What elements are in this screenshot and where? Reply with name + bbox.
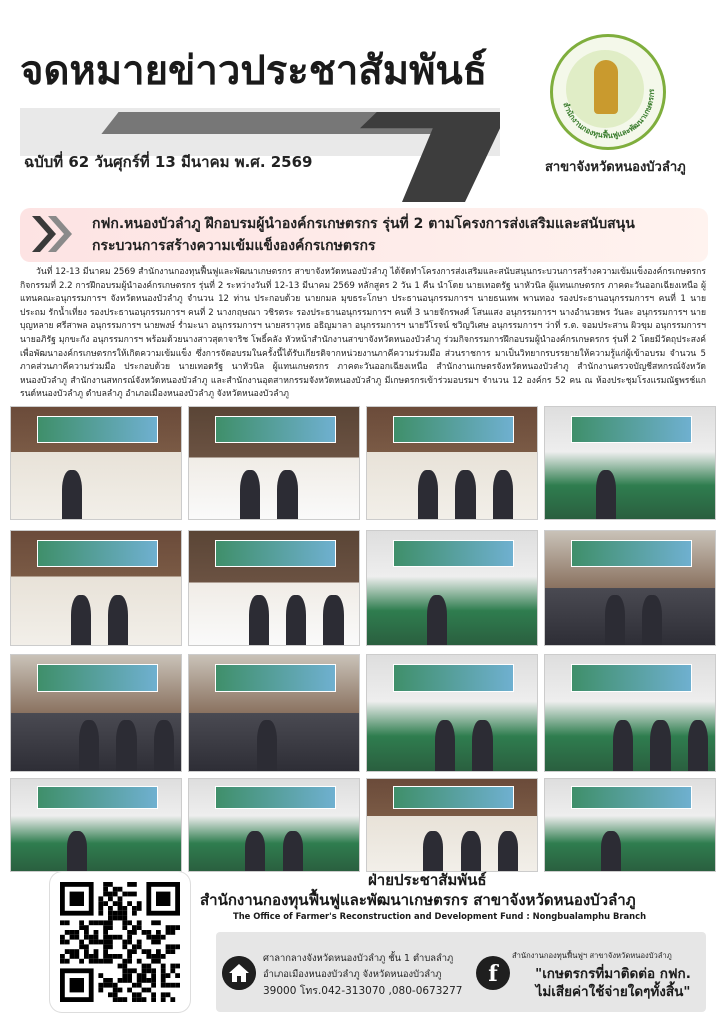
photo-banner [393, 416, 514, 443]
event-photo [188, 654, 360, 772]
event-photo [366, 406, 538, 520]
event-photo [10, 654, 182, 772]
facebook-page-name[interactable]: สำนักงานกองทุนฟื้นฟูฯ สาขาจังหวัดหนองบัวลำภู [512, 951, 672, 960]
photo-person [71, 595, 91, 645]
photo-banner [37, 416, 158, 443]
photo-banner [215, 664, 336, 692]
photo-person [427, 595, 447, 645]
photo-banner [393, 786, 514, 808]
photo-person [423, 831, 443, 871]
photo-person [67, 831, 87, 871]
photo-person [323, 595, 343, 645]
photo-person [642, 595, 662, 645]
photo-person [283, 831, 303, 871]
slogan-line-2: ไม่เสียค่าใช้จ่ายใดๆทั้งสิ้น" [535, 984, 691, 1000]
event-photo [188, 530, 360, 646]
article-headline: กฟก.หนองบัวลำภู ฝึกอบรมผู้นำองค์กรเกษตรกร รุ่นที่ 2 ตามโครงการส่งเสริมและสนับสนุนกระบวนการสร้างความเข้มแข็งองค์กรเกษตรกร [92, 216, 635, 254]
photo-person [108, 595, 128, 645]
photo-person [601, 831, 621, 871]
photo-person [455, 470, 475, 519]
photo-person [277, 470, 297, 519]
photo-person [116, 720, 136, 771]
photo-banner [571, 416, 692, 443]
photo-person [688, 720, 708, 771]
photo-banner [571, 786, 692, 808]
event-photo [366, 778, 538, 872]
photo-person [240, 470, 260, 519]
org-logo-ring-text [550, 34, 666, 150]
header-seven-shape [360, 112, 500, 202]
photo-person [596, 470, 616, 519]
photo-person [249, 595, 269, 645]
event-photo [10, 406, 182, 520]
footer-address [263, 951, 462, 999]
address-line-1: ศาลากลางจังหวัดหนองบัวลำภู ชั้น 1 ตำบลลำภู [263, 953, 454, 964]
event-photo [366, 530, 538, 646]
qr-code[interactable] [60, 882, 180, 1002]
newsletter-title: จดหมายข่าวประชาสัมพันธ์ [20, 48, 488, 94]
svg-text:สำนักงานกองทุนฟื้นฟูและพัฒนาเก [561, 88, 656, 141]
photo-banner [571, 664, 692, 692]
photo-person [498, 831, 518, 871]
event-photo [544, 530, 716, 646]
photo-person [257, 720, 277, 771]
facebook-icon[interactable]: f [476, 956, 510, 990]
photo-person [435, 720, 455, 771]
photo-banner [37, 540, 158, 567]
event-photo [10, 778, 182, 872]
footer-department: ฝ่ายประชาสัมพันธ์ [368, 871, 487, 889]
photo-person [472, 720, 492, 771]
photo-banner [37, 664, 158, 692]
footer-slogan [520, 965, 706, 1001]
chevron-right-icon [30, 214, 78, 254]
photo-person [418, 470, 438, 519]
event-photo [544, 778, 716, 872]
article-body: วันที่ 12-13 มีนาคม 2569 สำนักงานกองทุนฟื้นฟูและพัฒนาเกษตรกร สาขาจังหวัดหนองบัวลำภู ได้จัดทำโครงการส่งเสริมและสนับสนุนกระบวนการสร้างความเข้มแข็งองค์กรเกษตรกร กิจกรรมที่ 2.2 การฝึกอบรมผู้นำองค์กรเกษตรกร รุ่นที่ 2 ระหว่างวันที่ 12-13 มีนาคม 2569 หลักสูตร 2 วัน 1 คืน นำโดย นายเทอดรัฐ นาหัวนิล ผู้แทนเกษตรกร ภาคตะวันออกเฉียงเหนือ ผู้แทนคณะอนุกรรมการฯ จังหวัดหนองบัวลำภู จำนวน 12 ท่าน ประกอบด้วย นายกมล มุขธระโกษา ประธานอนุกรรมการฯ นายธนเทพ พานทอง รองประธานอนุกรรมการฯ คนที่ 1 นายประถม รักน้ำเที่ยง รองประธานอนุกรรมการฯ คนที่ 2 นางกฤษณา วชิรตระ รองประธานอนุกรรมการฯ คนที่ 3 นายจักรพงศ์ โสนแสง อนุกรรมการฯ นางอำนวยพร วันละ อนุกรรมการฯ นายบุญหลาย ศรีสาพล อนุกรรมการฯ นายพงษ์ ร่ำมะนา อนุกรรมการฯ นายสราวุทธ อธิญมาลา อนุกรรมการฯ นายวีโรจน์ ชวิญวิเศษ อนุกรรมการฯ ว่าที่ ร.ต. จอมประสาน ผิวขุม อนุกรรมการฯ นายอภิรัฐ มุกขะกัง อนุกรรมการฯ พร้อมด้วยนางสาวสุดาจาริช โพธิ์คลัง หัวหน้าสำนักงานสาขาจังหวัดหนองบัวลำภู ร่วมกิจกรรมการฝึกอบรมผู้นำองค์กรเกษตรกร รุ่นที่ 2 โดยมีวัตถุประสงค์เพื่อพัฒนาองค์กรเกษตรกรให้เกิดความเข้มแข็ง ซึ่งการจัดอบรมในครั้งนี้ได้รับเกียรติจากหน่วยงานภาคีความร่วมมือ ส่วนราชการ มาเป็นวิทยากรบรรยายให้ความรู้แก่ผู้เข้าอบรม จำนวน 5 ภาคส่วนภาคีความร่วมมือ ประกอบด้วย นายเทอดรัฐ นาหัวนิล ผู้แทนเกษตรกร ภาคตะวันออกเฉียงเหนือ สำนักงานเกษตรจังหวัดหนองบัวลำภู สำนักงานตรวจบัญชีสหกรณ์จังหวัดหนองบัวลำภู สำนักงานสหกรณ์จังหวัดหนองบัวลำภู และสำนักงานอุตสาหกรรมจังหวัดหนองบัวลำภู มีเกษตรกรเข้าร่วมอบรมฯ จำนวน 12 องค์กร 52 คน ณ ห้องประชุมโรงแรมณัฐพรช์แกรนด์หนองบัวลำภู ตำบลลำภู อำเภอเมืองหนองบัวลำภู จังหวัดหนองบัวลำภู [20, 267, 707, 400]
province-label: สาขาจังหวัดหนองบัวลำภู [545, 160, 686, 175]
event-photo [544, 406, 716, 520]
footer-office-english: The Office of Farmer's Reconstruction and Development Fund : Nongbualamphu Branch [233, 911, 647, 921]
photo-person [493, 470, 513, 519]
photo-banner [393, 664, 514, 692]
photo-banner [215, 416, 336, 443]
photo-person [79, 720, 99, 771]
photo-person [62, 470, 82, 519]
address-line-3: 39000 โทร.042-313070 ,080-0673277 [263, 985, 463, 997]
footer-office: สำนักงานกองทุนฟื้นฟูและพัฒนาเกษตรกร สาขาจังหวัดหนองบัวลำภู [200, 891, 636, 909]
photo-banner [215, 540, 336, 567]
slogan-line-1: "เกษตรกรที่มาติดต่อ กฟก. [535, 966, 691, 982]
photo-banner [37, 786, 158, 808]
photo-person [650, 720, 670, 771]
photo-person [461, 831, 481, 871]
photo-person [286, 595, 306, 645]
photo-banner [393, 540, 514, 567]
event-photo [10, 530, 182, 646]
event-photo [366, 654, 538, 772]
photo-banner [571, 540, 692, 567]
org-logo-name: สำนักงานกองทุนฟื้นฟูและพัฒนาเกษตรกร [561, 88, 657, 141]
photo-person [154, 720, 174, 771]
home-icon [222, 956, 256, 990]
address-line-2: อำเภอเมืองหนองบัวลำภู จังหวัดหนองบัวลำภู [263, 969, 442, 980]
event-photo [188, 778, 360, 872]
photo-person [613, 720, 633, 771]
event-photo [188, 406, 360, 520]
event-photo [544, 654, 716, 772]
issue-line: ฉบับที่ 62 วันศุกร์ที่ 13 มีนาคม พ.ศ. 2569 [24, 153, 313, 171]
photo-person [245, 831, 265, 871]
photo-person [605, 595, 625, 645]
photo-banner [215, 786, 336, 808]
